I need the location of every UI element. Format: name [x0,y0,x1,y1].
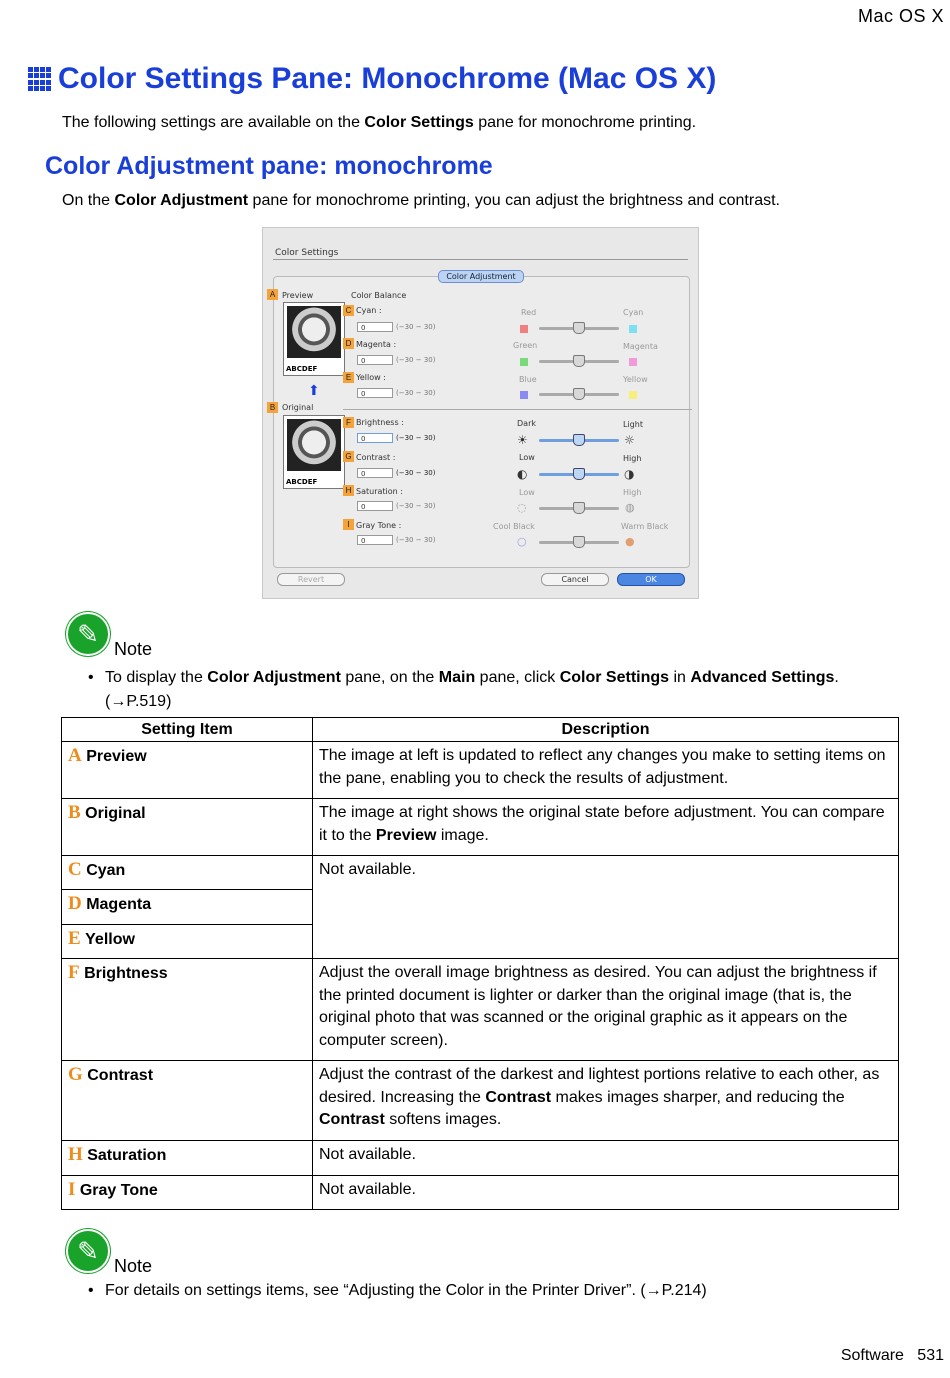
saturation-low-icon: ◌ [517,501,527,514]
gray-tone-range: (−30 − 30) [396,536,436,544]
note-icon [66,1229,110,1273]
saturation-field[interactable]: 0 [357,501,393,511]
table-row [62,959,899,1061]
letter-e: E [68,928,81,949]
note-label: Note [114,1256,153,1276]
page-number: 531 [917,1347,944,1364]
brightness-field[interactable]: 0 [357,433,393,443]
yellow-slider[interactable] [539,393,619,396]
contrast-high-icon: ◑ [624,467,635,481]
red-label: Red [521,308,537,317]
label-b: B [267,402,278,413]
letter-g: G [68,1064,83,1085]
saturation-high-icon: ◍ [625,501,635,514]
table-row [62,856,899,890]
letter-c: C [68,859,82,880]
label-e: E [343,372,354,383]
cyan-range: (−30 − 30) [396,323,436,331]
magenta-range: (−30 − 30) [396,356,436,364]
label-g: G [343,451,354,462]
grid-icon [28,67,52,91]
desc-saturation: Not available. [313,1141,899,1176]
contrast-field[interactable]: 0 [357,468,393,478]
contrast-label: Contrast : [356,453,396,462]
table-row [62,742,899,799]
cool-black-label: Cool Black [493,522,535,531]
table-row [62,1061,899,1141]
light-label: Light [623,420,643,429]
letter-i: I [68,1179,76,1200]
warm-black-label: Warm Black [621,522,669,531]
item-yellow: Yellow [85,931,135,948]
desc-gray-tone: Not available. [313,1176,899,1210]
note-ref[interactable]: (→P.519) [105,693,172,710]
note-bullet: • For details on settings items, see “Adjusting the Color in the Printer Driver”. (→P.214) [88,1282,707,1299]
page-title-text: Color Settings Pane: Monochrome (Mac OS X) [58,62,717,95]
desc-brightness: Adjust the overall image brightness as desired. You can adjust the brightness if the printed document is lighter or darker than the original image (that is, the original photo that was scanned or the original graphic as it appears on the computer screen). [313,959,899,1061]
item-saturation: Saturation [87,1147,167,1164]
label-d: D [343,338,354,349]
magenta-right-label: Magenta [623,342,658,351]
ok-button[interactable]: OK [617,573,685,586]
magenta-field[interactable]: 0 [357,355,393,365]
dark-label: Dark [517,419,536,428]
tab-color-adjustment[interactable]: Color Adjustment [438,270,524,283]
note-text: For details on settings items, see “Adjusting the Color in the Printer Driver”. (→P.214) [105,1282,707,1299]
yellow-field[interactable]: 0 [357,388,393,398]
green-swatch [520,358,528,366]
saturation-range: (−30 − 30) [396,502,436,510]
label-c: C [343,305,354,316]
letter-h: H [68,1144,83,1165]
item-brightness: Brightness [84,965,168,982]
divider [343,409,692,410]
item-original: Original [85,805,146,822]
magenta-label: Magenta : [356,340,397,349]
item-preview: Preview [86,748,147,765]
saturation-slider[interactable] [539,507,619,510]
section-description: On the Color Adjustment pane for monochrome printing, you can adjust the brightness and contrast. [62,192,780,209]
green-label: Green [513,341,538,350]
yellow-right-label: Yellow [623,375,648,384]
brightness-label: Brightness : [356,418,404,427]
high-label: High [623,454,642,463]
magenta-swatch [629,358,637,366]
sun-light-icon: ☼ [624,433,635,447]
yellow-label: Yellow : [356,373,386,382]
cancel-button[interactable]: Cancel [541,573,609,586]
page-header-os: Mac OS X [857,6,944,26]
arrow-up-icon: ⬆ [308,383,320,399]
low-label: Low [519,453,535,462]
original-label: Original [282,403,314,412]
intro-text: The following settings are available on the Color Settings pane for monochrome printing. [62,114,697,131]
label-i: I [343,519,354,530]
color-settings-dialog [262,227,699,599]
col-header-item: Setting Item [62,718,313,742]
item-cyan: Cyan [86,862,126,879]
note-label: Note [114,639,153,659]
blue-swatch [520,391,528,399]
gray-tone-field[interactable]: 0 [357,535,393,545]
note-bullet: • To display the Color Adjustment pane, on the Main pane, click Color Settings in Advanced Settings. (→P.519) [88,669,839,710]
table-row [62,799,899,856]
saturation-low-label: Low [519,488,535,497]
page-title [28,62,716,96]
desc-cmy: Not available. [313,856,899,959]
red-swatch [520,325,528,333]
table-row [62,1176,899,1210]
cyan-slider[interactable] [539,327,619,330]
cyan-swatch [629,325,637,333]
dialog-title: Color Settings [275,248,339,258]
yellow-range: (−30 − 30) [396,389,436,397]
item-gray-tone: Gray Tone [79,1182,158,1199]
item-magenta: Magenta [86,896,152,913]
contrast-low-icon: ◐ [517,467,528,481]
yellow-swatch [629,391,637,399]
table-row [62,1141,899,1176]
desc-original: The image at right shows the original state before adjustment. You can compare it to the Preview image. [313,799,899,856]
section-heading: Color Adjustment pane: monochrome [45,152,493,180]
letter-f: F [68,962,80,983]
note-icon [66,612,110,656]
revert-button[interactable]: Revert [277,573,345,586]
cyan-right-label: Cyan [623,308,644,317]
contrast-slider[interactable] [539,473,619,476]
contrast-range: (−30 − 30) [396,469,436,477]
preview-image: ABCDEF [283,302,345,376]
magenta-slider[interactable] [539,360,619,363]
saturation-label: Saturation : [356,487,403,496]
label-f: F [343,417,354,428]
cyan-label: Cyan : [356,306,382,315]
footer-section: Software [840,1347,904,1364]
brightness-range: (−30 − 30) [396,434,436,442]
color-balance-label: Color Balance [351,291,407,300]
item-contrast: Contrast [87,1067,154,1084]
original-image: ABCDEF [283,415,345,489]
letter-b: B [68,802,81,823]
letter-a: A [68,745,82,766]
blue-label: Blue [519,375,537,384]
sun-dark-icon: ☀ [517,433,528,447]
divider [273,259,688,260]
label-a: A [267,289,278,300]
label-h: H [343,485,354,496]
gray-tone-slider[interactable] [539,541,619,544]
cool-black-icon: ○ [517,535,527,548]
brightness-slider[interactable] [539,439,619,442]
warm-black-icon: ● [625,535,635,548]
settings-table [61,717,899,1210]
desc-preview: The image at left is updated to reflect any changes you make to setting items on the pane, enabling you to check the results of adjustment. [313,742,899,799]
table-header-row [62,718,899,742]
page-footer [841,1347,944,1365]
letter-d: D [68,893,82,914]
desc-contrast: Adjust the contrast of the darkest and lightest portions relative to each other, as desired. Increasing the Contrast makes images sharper, and reducing the Contrast softens images. [313,1061,899,1141]
col-header-description: Description [313,718,899,742]
gray-tone-label: Gray Tone : [356,521,402,530]
saturation-high-label: High [623,488,642,497]
cyan-field[interactable]: 0 [357,322,393,332]
preview-label: Preview [282,291,314,300]
